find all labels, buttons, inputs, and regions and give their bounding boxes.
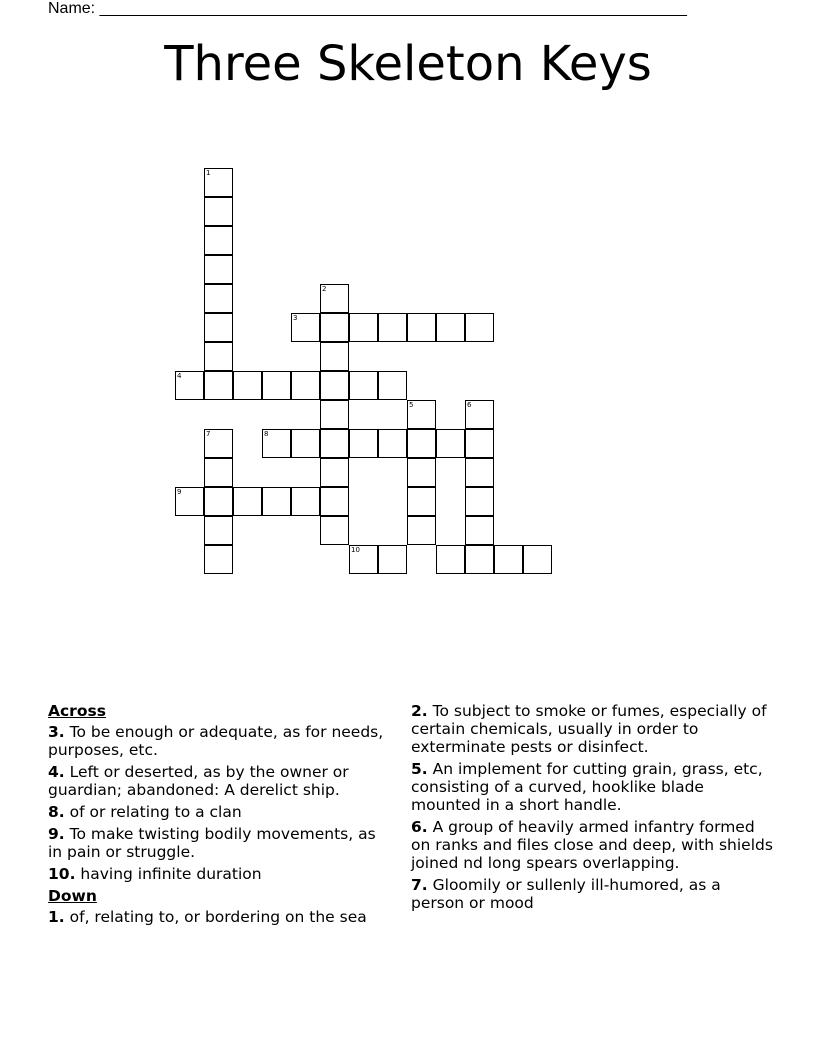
grid-cell[interactable]	[349, 545, 378, 574]
grid-cell[interactable]	[465, 313, 494, 342]
name-label: Name:	[48, 0, 100, 17]
grid-cell[interactable]	[320, 400, 349, 429]
down-heading: Down	[48, 887, 97, 905]
grid-cell[interactable]	[291, 371, 320, 400]
grid-cell[interactable]	[291, 313, 320, 342]
cell-number: 1	[206, 169, 211, 177]
clue-number: 8.	[48, 803, 65, 821]
grid-cell[interactable]	[204, 284, 233, 313]
clues-column-right	[411, 702, 776, 916]
grid-cell[interactable]	[407, 429, 436, 458]
grid-cell[interactable]	[175, 487, 204, 516]
grid-cell[interactable]	[349, 313, 378, 342]
grid-cell[interactable]	[436, 313, 465, 342]
cell-number: 9	[177, 488, 182, 496]
grid-cell[interactable]	[378, 429, 407, 458]
cell-number: 5	[409, 401, 414, 409]
clue-text: To make twisting bodily movements, as in pain or struggle.	[48, 825, 376, 861]
clue-number: 9.	[48, 825, 65, 843]
grid-cell[interactable]	[204, 371, 233, 400]
grid-cell[interactable]	[320, 458, 349, 487]
clue-number: 7.	[411, 876, 428, 894]
cell-number: 10	[351, 546, 360, 554]
clue-down-5	[411, 760, 776, 814]
clue-number: 6.	[411, 818, 428, 836]
grid-cell[interactable]	[465, 400, 494, 429]
grid-cell[interactable]	[204, 458, 233, 487]
grid-cell[interactable]	[320, 284, 349, 313]
grid-cell[interactable]	[204, 342, 233, 371]
grid-cell[interactable]	[320, 342, 349, 371]
clue-text: To be enough or adequate, as for needs, purposes, etc.	[48, 723, 384, 759]
grid-cell[interactable]	[204, 255, 233, 284]
clue-number: 10.	[48, 865, 76, 883]
grid-cell[interactable]	[233, 487, 262, 516]
clue-across-8	[48, 803, 388, 821]
clue-text: Left or deserted, as by the owner or guardian; abandoned: A derelict ship.	[48, 763, 349, 799]
clue-text: Gloomily or sullenly ill-humored, as a person or mood	[411, 876, 721, 912]
grid-cell[interactable]	[465, 516, 494, 545]
clue-text: of, relating to, or bordering on the sea	[69, 908, 367, 926]
cell-number: 8	[264, 430, 269, 438]
grid-cell[interactable]	[378, 545, 407, 574]
grid-cell[interactable]	[262, 429, 291, 458]
grid-cell[interactable]	[204, 197, 233, 226]
clue-number: 2.	[411, 702, 428, 720]
grid-cell[interactable]	[204, 545, 233, 574]
cell-number: 4	[177, 372, 182, 380]
grid-cell[interactable]	[465, 545, 494, 574]
grid-cell[interactable]	[320, 429, 349, 458]
clue-down-1	[48, 908, 388, 926]
clue-text: having infinite duration	[80, 865, 262, 883]
clue-number: 3.	[48, 723, 65, 741]
cell-number: 6	[467, 401, 472, 409]
grid-cell[interactable]	[262, 487, 291, 516]
grid-cell[interactable]	[349, 371, 378, 400]
clues-column-left	[48, 702, 388, 930]
clue-text: An implement for cutting grain, grass, etc, consisting of a curved, hooklike blade mounted in a short handle.	[411, 760, 763, 814]
grid-cell[interactable]	[204, 487, 233, 516]
grid-cell[interactable]	[407, 400, 436, 429]
name-blank[interactable]: __________________________________________________________________	[99, 0, 687, 17]
grid-cell[interactable]	[204, 516, 233, 545]
grid-cell[interactable]	[407, 458, 436, 487]
grid-cell[interactable]	[262, 371, 291, 400]
cell-number: 2	[322, 285, 327, 293]
grid-cell[interactable]	[204, 313, 233, 342]
grid-cell[interactable]	[378, 313, 407, 342]
grid-cell[interactable]	[465, 487, 494, 516]
grid-cell[interactable]	[233, 371, 262, 400]
grid-cell[interactable]	[320, 487, 349, 516]
grid-cell[interactable]	[465, 458, 494, 487]
clue-across-9	[48, 825, 388, 861]
cell-number: 7	[206, 430, 211, 438]
clue-across-4	[48, 763, 388, 799]
clue-down-2	[411, 702, 776, 756]
clue-down-6	[411, 818, 776, 872]
page-title: Three Skeleton Keys	[164, 36, 652, 92]
grid-cell[interactable]	[523, 545, 552, 574]
grid-cell[interactable]	[204, 168, 233, 197]
grid-cell[interactable]	[204, 429, 233, 458]
grid-cell[interactable]	[436, 429, 465, 458]
clue-down-7	[411, 876, 776, 912]
clue-text: To subject to smoke or fumes, especially of certain chemicals, usually in order to exterminate pests or disinfect.	[411, 702, 767, 756]
clue-text: A group of heavily armed infantry formed on ranks and files close and deep, with shields joined nd long spears overlapping.	[411, 818, 773, 872]
grid-cell[interactable]	[320, 313, 349, 342]
grid-cell[interactable]	[407, 516, 436, 545]
clue-across-3	[48, 723, 388, 759]
grid-cell[interactable]	[320, 516, 349, 545]
clue-text: of or relating to a clan	[69, 803, 242, 821]
grid-cell[interactable]	[465, 429, 494, 458]
grid-cell[interactable]	[175, 371, 204, 400]
grid-cell[interactable]	[494, 545, 523, 574]
grid-cell[interactable]	[349, 429, 378, 458]
grid-cell[interactable]	[320, 371, 349, 400]
grid-cell[interactable]	[291, 487, 320, 516]
clue-number: 4.	[48, 763, 65, 781]
clue-across-10	[48, 865, 388, 883]
grid-cell[interactable]	[204, 226, 233, 255]
grid-cell[interactable]	[407, 487, 436, 516]
grid-cell[interactable]	[378, 371, 407, 400]
grid-cell[interactable]	[436, 545, 465, 574]
across-heading: Across	[48, 702, 106, 720]
grid-cell[interactable]	[291, 429, 320, 458]
clue-number: 5.	[411, 760, 428, 778]
grid-cell[interactable]	[407, 313, 436, 342]
clue-number: 1.	[48, 908, 65, 926]
cell-number: 3	[293, 314, 298, 322]
